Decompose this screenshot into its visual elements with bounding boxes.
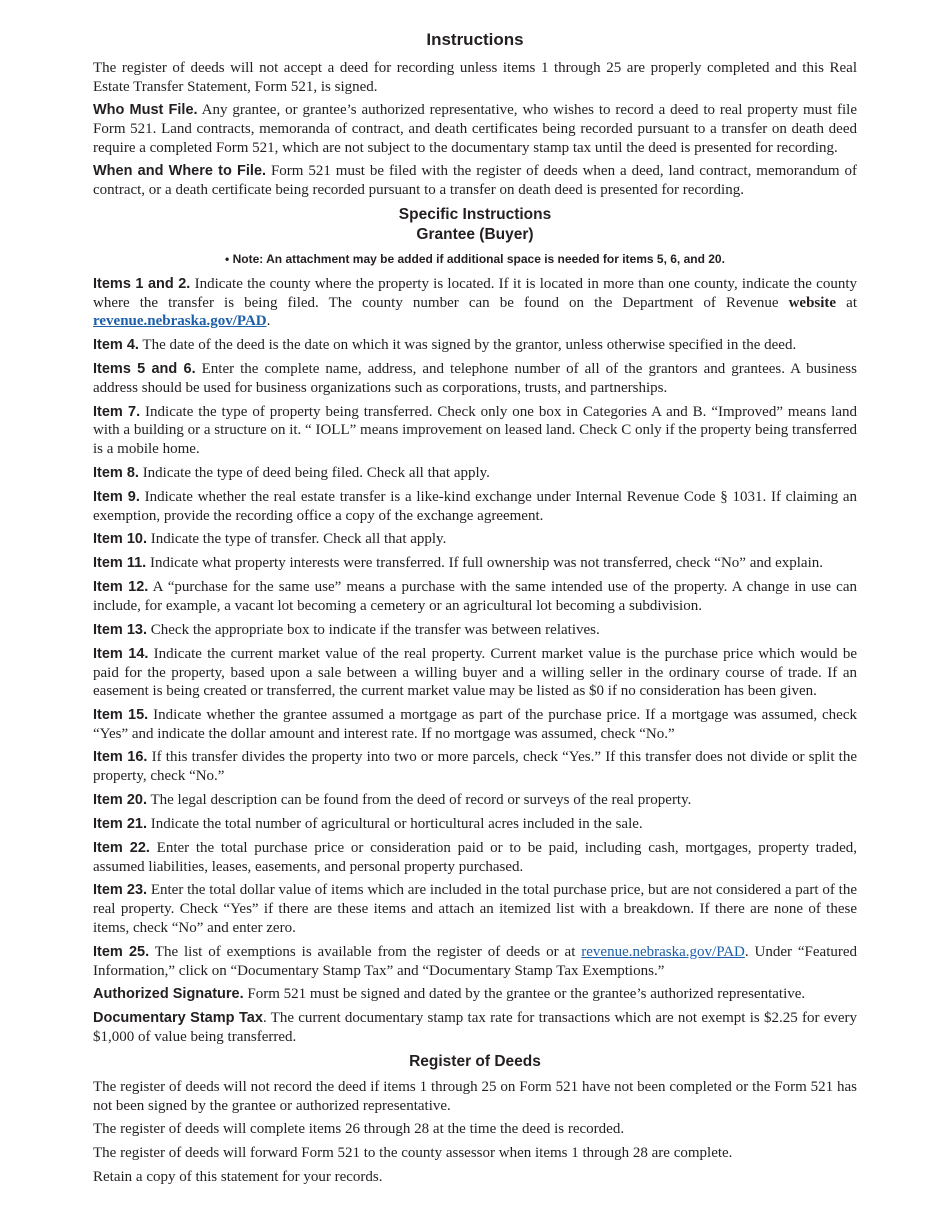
paragraph-text: Indicate whether the grantee assumed a mortgage as part of the purchase price. If a mortgage was assumed, check “Yes” and indicate the dollar amount and interest rate. If no mortgage was assumed, check “No.” xyxy=(93,706,857,742)
paragraph-text: at xyxy=(836,294,858,311)
paragraph xyxy=(93,985,857,1004)
paragraph-label: Items 1 and 2. xyxy=(93,275,191,292)
paragraph xyxy=(93,488,857,526)
paragraph-label: Item 22. xyxy=(93,839,150,856)
section-heading xyxy=(93,205,857,246)
paragraph xyxy=(93,162,857,200)
paragraph-text: Enter the total purchase price or consideration paid or to be paid, including cash, mortgages, property traded, assumed liabilities, leases, easements, and personal property purchased. xyxy=(93,839,857,875)
paragraph-text: Any grantee, or grantee’s authorized representative, who wishes to record a deed to real property must file Form 521. Land contracts, memoranda of contract, and death certificates being recorded pursuant to a transfer on death deed require a completed Form 521, which are not subject to the documentary stamp tax until the deed is presented for recording. xyxy=(93,102,857,156)
paragraph-text: Retain a copy of this statement for your records. xyxy=(93,1168,383,1185)
paragraph-text: Enter the total dollar value of items which are included in the total purchase price, but are not considered a part of the real property. Check “Yes” if there are these items and attach an itemized list with a breakdown. If there are none of these items, check “No” and enter zero. xyxy=(93,882,857,936)
paragraph-label: Item 23. xyxy=(93,882,148,899)
paragraph-label: Item 13. xyxy=(93,621,147,638)
paragraph-text: Indicate whether the real estate transfer is a like-kind exchange under Internal Revenue Code § 1031. If claiming an exemption, provide the recording office a copy of the exchange agreement. xyxy=(93,488,858,524)
paragraph-text: Indicate the current market value of the real property. Current market value is the purchase price which would be paid for the property, based upon a sale between a willing buyer and a willing seller in the ordinary course of trade. If an easement is being created or transferred, the current market value may be listed as $0 if no consideration has been given. xyxy=(93,645,857,700)
paragraph xyxy=(93,621,857,640)
paragraph-text: If this transfer divides the property into two or more parcels, check “Yes.” If this transfer does not divide or split the property, check “No.” xyxy=(93,749,857,785)
attachment-note: • Note: An attachment may be added if additional space is needed for items 5, 6, and 20. xyxy=(225,251,725,266)
paragraph-label: Item 12. xyxy=(93,579,149,596)
paragraph-text: . xyxy=(266,313,271,330)
paragraph xyxy=(93,360,857,398)
paragraph-text: Form 521 must be filed with the register of deeds when a deed, land contract, memorandum of contract, or a death certificate being recorded pursuant to a transfer on death deed is presented for recording. xyxy=(93,163,857,199)
paragraph-label: Who Must File. xyxy=(93,102,198,119)
paragraph xyxy=(93,791,857,810)
paragraph-text: The register of deeds will forward Form 521 to the county assessor when items 1 through 28 are complete. xyxy=(93,1144,733,1161)
paragraph xyxy=(93,815,857,834)
revenue-nebraska-link[interactable]: revenue.nebraska.gov/PAD xyxy=(581,943,745,960)
paragraph-label: Items 5 and 6. xyxy=(93,360,196,377)
paragraph-text: The register of deeds will not accept a deed for recording unless items 1 through 25 are properly completed and this Real Estate Transfer Statement, Form 521, is signed. xyxy=(93,60,857,95)
paragraph-text: Indicate the county where the property is located. If it is located in more than one county, indicate the county where the transfer is being filed. The county number can be found on the Department of Revenue xyxy=(93,275,858,311)
paragraph xyxy=(93,530,857,549)
paragraph-label: Item 8. xyxy=(93,464,139,481)
paragraph xyxy=(93,706,857,744)
section-heading-line: Grantee (Buyer) xyxy=(416,226,534,244)
paragraph xyxy=(93,464,857,483)
paragraph xyxy=(93,1120,857,1139)
paragraph-text: The date of the deed is the date on which it was signed by the grantor, unless otherwise specified in the deed. xyxy=(138,336,797,353)
paragraph xyxy=(93,59,857,96)
paragraph-label: Authorized Signature. xyxy=(93,986,244,1003)
paragraph-text: . Under “Featured Information,” click on “Documentary Stamp Tax” and “Documentary Stamp Tax Exemptions.” xyxy=(93,943,858,979)
paragraph xyxy=(93,1009,857,1047)
paragraph-text: Enter the complete name, address, and telephone number of all of the grantors and grantees. A business address should be used for business organizations such as corporations, trusts, and partnerships. xyxy=(93,360,857,396)
paragraph-text: Indicate the type of deed being filed. Check all that apply. xyxy=(138,464,490,481)
section-heading-line: Register of Deeds xyxy=(409,1052,541,1070)
paragraph-text: The list of exemptions is available from the register of deeds or at xyxy=(149,943,582,960)
paragraph-label: Item 4. xyxy=(93,336,139,353)
paragraph xyxy=(93,1078,857,1115)
page-title: Instructions xyxy=(426,30,524,49)
paragraph xyxy=(93,578,857,616)
paragraph xyxy=(93,881,857,937)
paragraph-text: A “purchase for the same use” means a purchase with the same intended use of the property. A change in use can include, for example, a vacant lot becoming a cemetery or an agricultural lot becoming a subdivision. xyxy=(93,579,857,615)
paragraph xyxy=(93,101,857,157)
paragraph-text: The register of deeds will complete items 26 through 28 at the time the deed is recorded. xyxy=(93,1121,625,1138)
paragraph-label: Item 15. xyxy=(93,706,149,723)
paragraph xyxy=(93,839,857,877)
paragraph-text: . The current documentary stamp tax rate for transactions which are not exempt is $2.25 for every $1,000 of value being transferred. xyxy=(93,1010,857,1046)
paragraph xyxy=(93,554,857,573)
paragraph-text: Indicate what property interests were transferred. If full ownership was not transferred, check “No” and explain. xyxy=(146,555,824,572)
paragraph-text: Indicate the total number of agricultural or horticultural acres included in the sale. xyxy=(147,815,643,832)
bold-text: website xyxy=(788,294,837,311)
paragraph xyxy=(93,275,857,331)
paragraph-text: The legal description can be found from the deed of record or surveys of the real property. xyxy=(147,791,692,808)
section-heading-line: Specific Instructions xyxy=(398,205,552,223)
paragraph-label: Item 25. xyxy=(93,943,150,960)
paragraph-text: Indicate the type of transfer. Check all that apply. xyxy=(147,531,447,548)
paragraph-label: When and Where to File. xyxy=(93,163,267,180)
paragraph xyxy=(93,1168,857,1187)
revenue-nebraska-link[interactable]: revenue.nebraska.gov/PAD xyxy=(93,313,267,330)
paragraph xyxy=(93,403,857,459)
paragraph-label: Item 11. xyxy=(93,555,147,572)
paragraph xyxy=(93,748,857,786)
document-content xyxy=(93,59,857,1186)
paragraph-label: Item 20. xyxy=(93,791,147,808)
paragraph-label: Item 7. xyxy=(93,403,141,420)
paragraph-text: Check the appropriate box to indicate if the transfer was between relatives. xyxy=(147,621,600,638)
paragraph xyxy=(93,336,857,355)
paragraph-text: The register of deeds will not record the deed if items 1 through 25 on Form 521 have not been completed or the Form 521 has not been signed by the grantee or authorized representative. xyxy=(93,1079,857,1114)
paragraph xyxy=(93,645,857,701)
section-heading xyxy=(93,1052,857,1072)
paragraph xyxy=(93,1144,857,1163)
paragraph-text: Form 521 must be signed and dated by the grantee or the grantee’s authorized representative. xyxy=(243,986,806,1003)
paragraph xyxy=(93,943,857,981)
paragraph-label: Item 21. xyxy=(93,815,147,832)
paragraph-label: Documentary Stamp Tax xyxy=(93,1010,263,1027)
paragraph-label: Item 9. xyxy=(93,488,140,505)
paragraph-text: Indicate the type of property being transferred. Check only one box in Categories A and B. “Improved” means land with a building or a structure on it. “ IOLL” means improvement on leased land. Check C only if the property being transferred is a mobile home. xyxy=(93,403,858,458)
paragraph-label: Item 14. xyxy=(93,645,149,662)
paragraph-label: Item 16. xyxy=(93,749,148,766)
paragraph-label: Item 10. xyxy=(93,531,147,548)
